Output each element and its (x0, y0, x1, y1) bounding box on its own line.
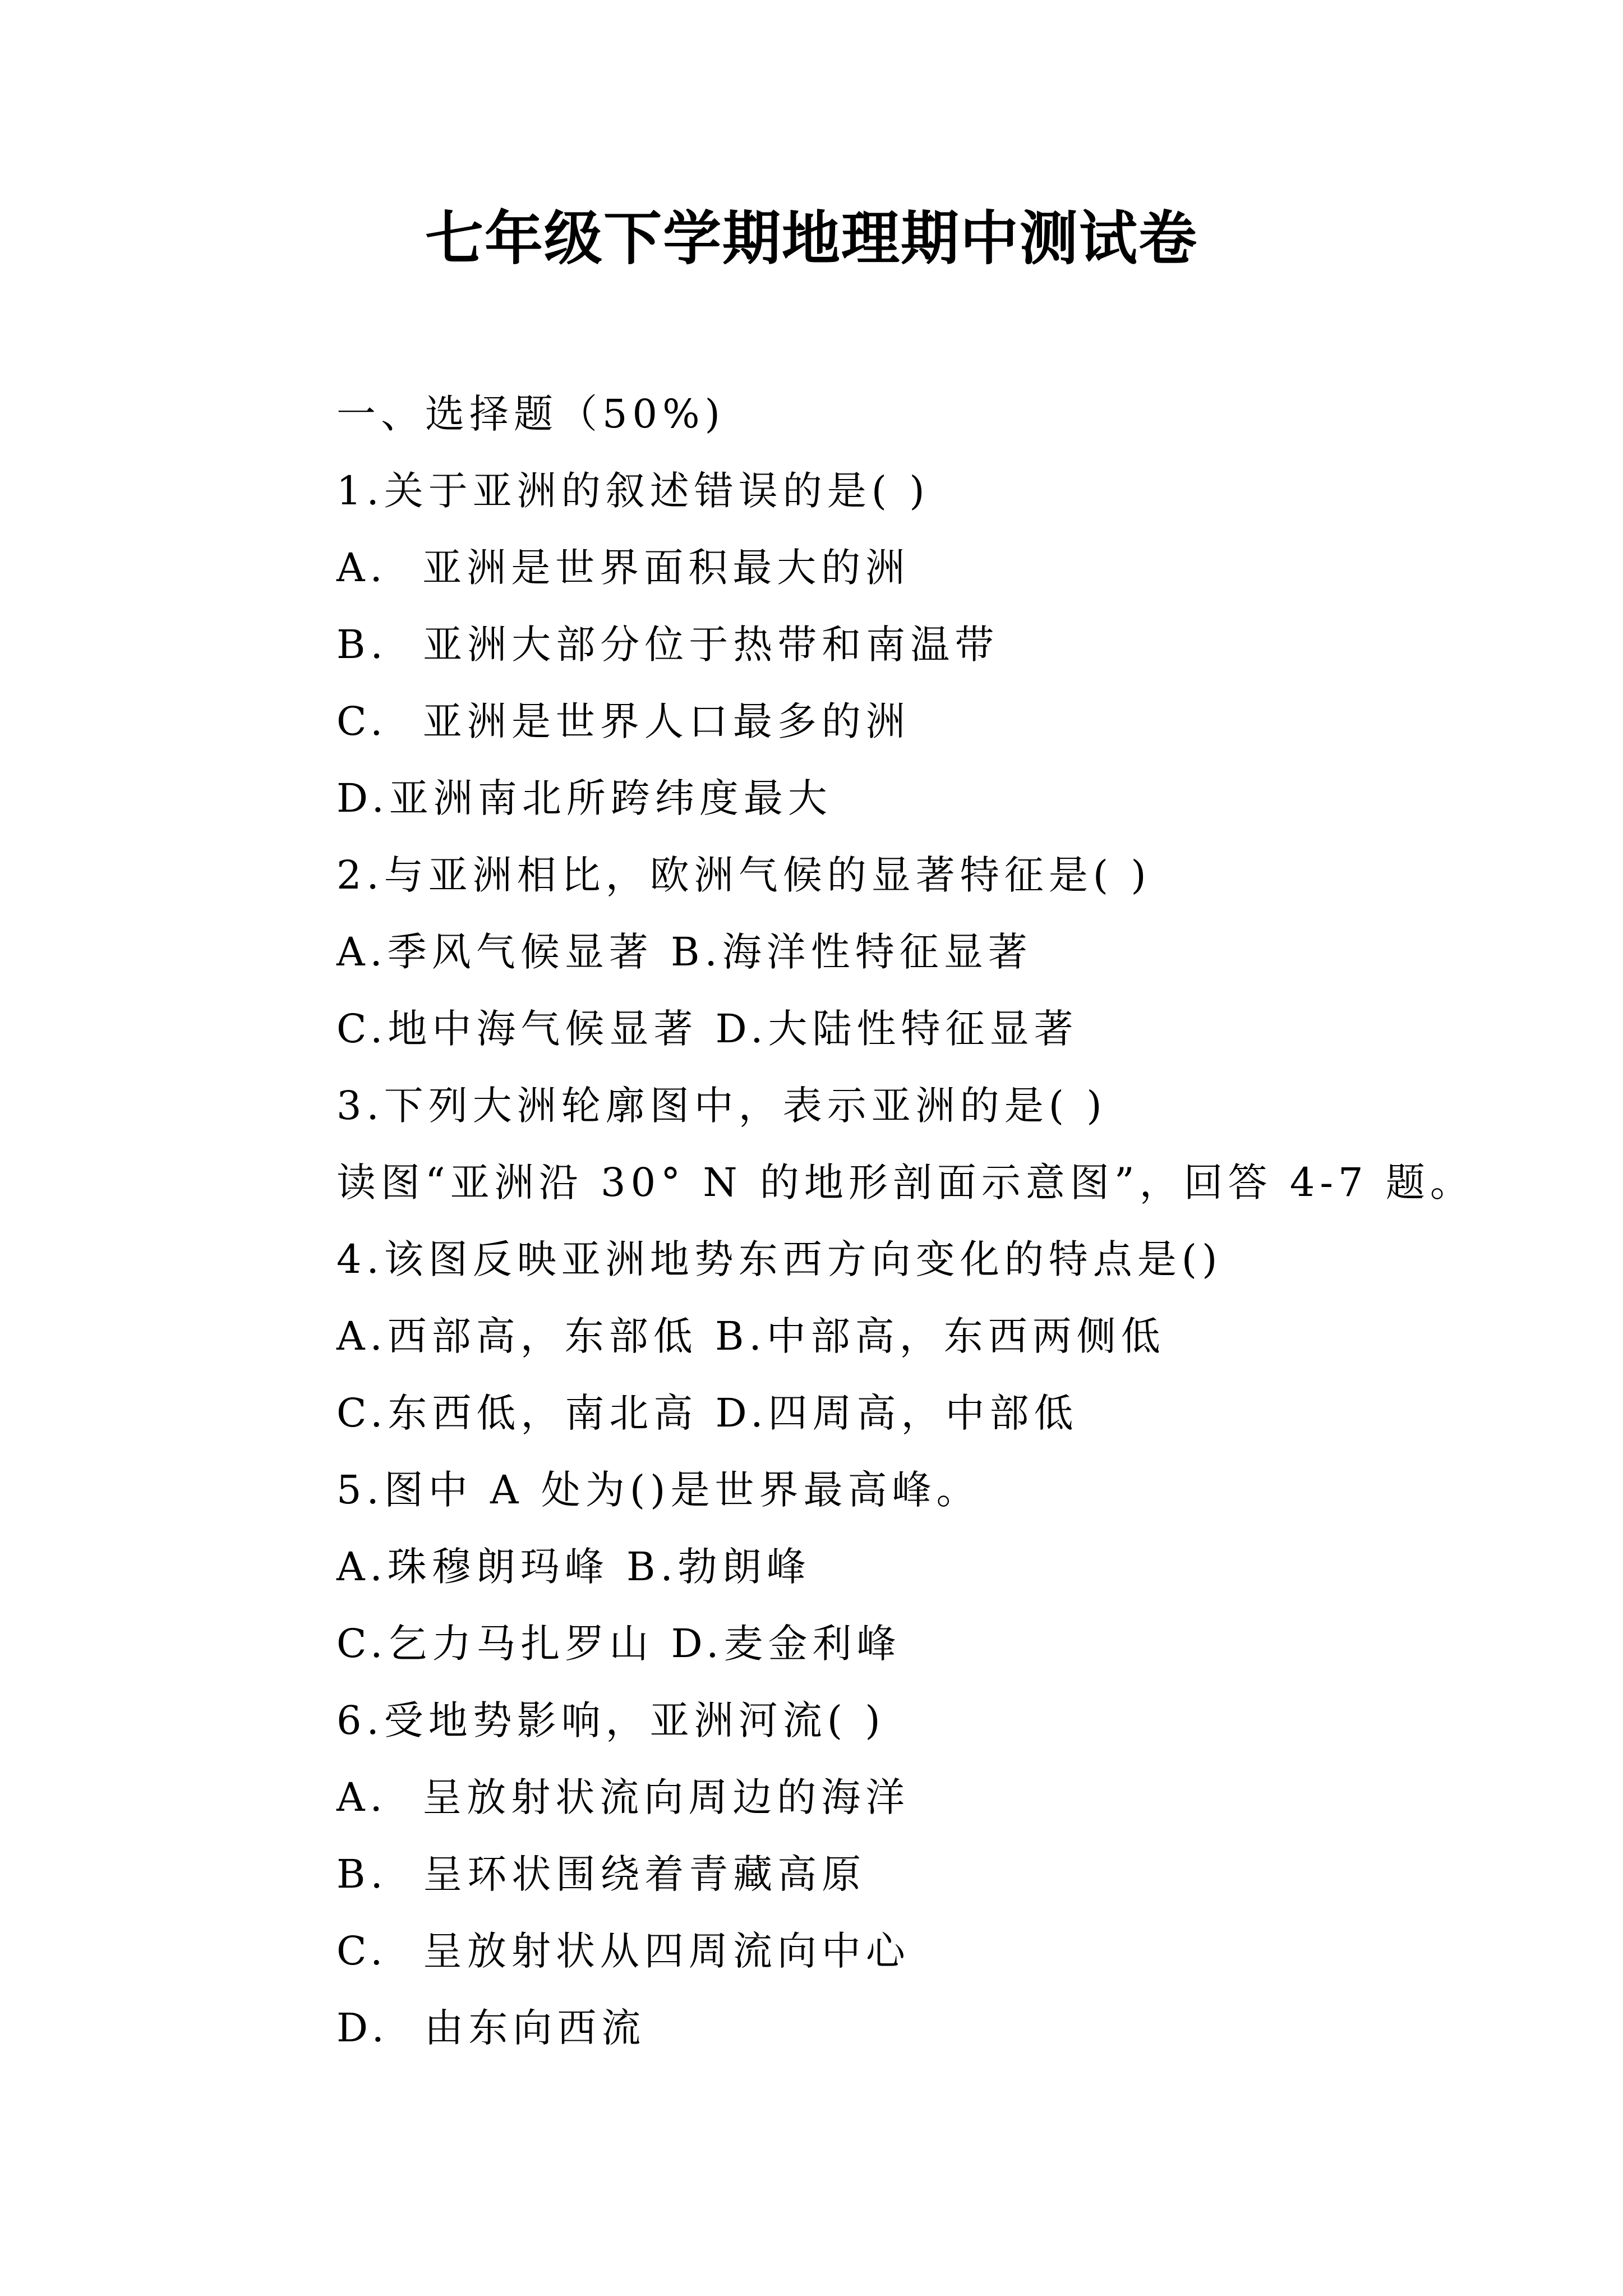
question-6-option-d: D. 由东向西流 (336, 2005, 646, 2051)
question-1-option-b: B. 亚洲大部分位于热带和南温带 (336, 622, 999, 668)
question-4-options-cd: C.东西低，南北高 D.四周高，中部低 (336, 1390, 1078, 1436)
question-5-options-ab: A.珠穆朗玛峰 B.勃朗峰 (336, 1544, 811, 1590)
question-4-options-ab: A.西部高，东部低 B.中部高，东西两侧低 (336, 1313, 1165, 1359)
page-title: 七年级下学期地理期中测试卷 (425, 204, 1198, 273)
figure-instruction: 读图“亚洲沿 30° N 的地形剖面示意图”，回答 4-7 题。 (336, 1159, 1474, 1205)
question-5-stem: 5.图中 A 处为()是世界最高峰。 (336, 1467, 981, 1513)
question-1-option-d: D.亚洲南北所跨纬度最大 (336, 775, 832, 821)
question-6-option-c: C. 呈放射状从四周流向中心 (336, 1928, 910, 1974)
question-6-stem: 6.受地势影响，亚洲河流( ) (336, 1697, 886, 1743)
question-6-option-b: B. 呈环状围绕着青藏高原 (336, 1851, 866, 1897)
question-2-options-ab: A.季风气候显著 B.海洋性特征显著 (336, 929, 1032, 975)
section-heading: 一、选择题（50%) (336, 391, 725, 437)
question-6-option-a: A. 呈放射状流向周边的海洋 (336, 1774, 910, 1820)
question-1-stem: 1.关于亚洲的叙述错误的是( ) (336, 468, 930, 514)
question-content (336, 386, 1593, 2077)
question-1-option-a: A. 亚洲是世界面积最大的洲 (336, 545, 910, 591)
question-4-stem: 4.该图反映亚洲地势东西方向变化的特点是() (336, 1236, 1223, 1282)
question-2-stem: 2.与亚洲相比，欧洲气候的显著特征是( ) (336, 852, 1151, 898)
question-5-options-cd: C.乞力马扎罗山 D.麦金利峰 (336, 1621, 901, 1667)
question-2-options-cd: C.地中海气候显著 D.大陆性特征显著 (336, 1006, 1078, 1052)
question-3-stem: 3.下列大洲轮廓图中，表示亚洲的是( ) (336, 1083, 1107, 1129)
question-1-option-c: C. 亚洲是世界人口最多的洲 (336, 698, 910, 744)
